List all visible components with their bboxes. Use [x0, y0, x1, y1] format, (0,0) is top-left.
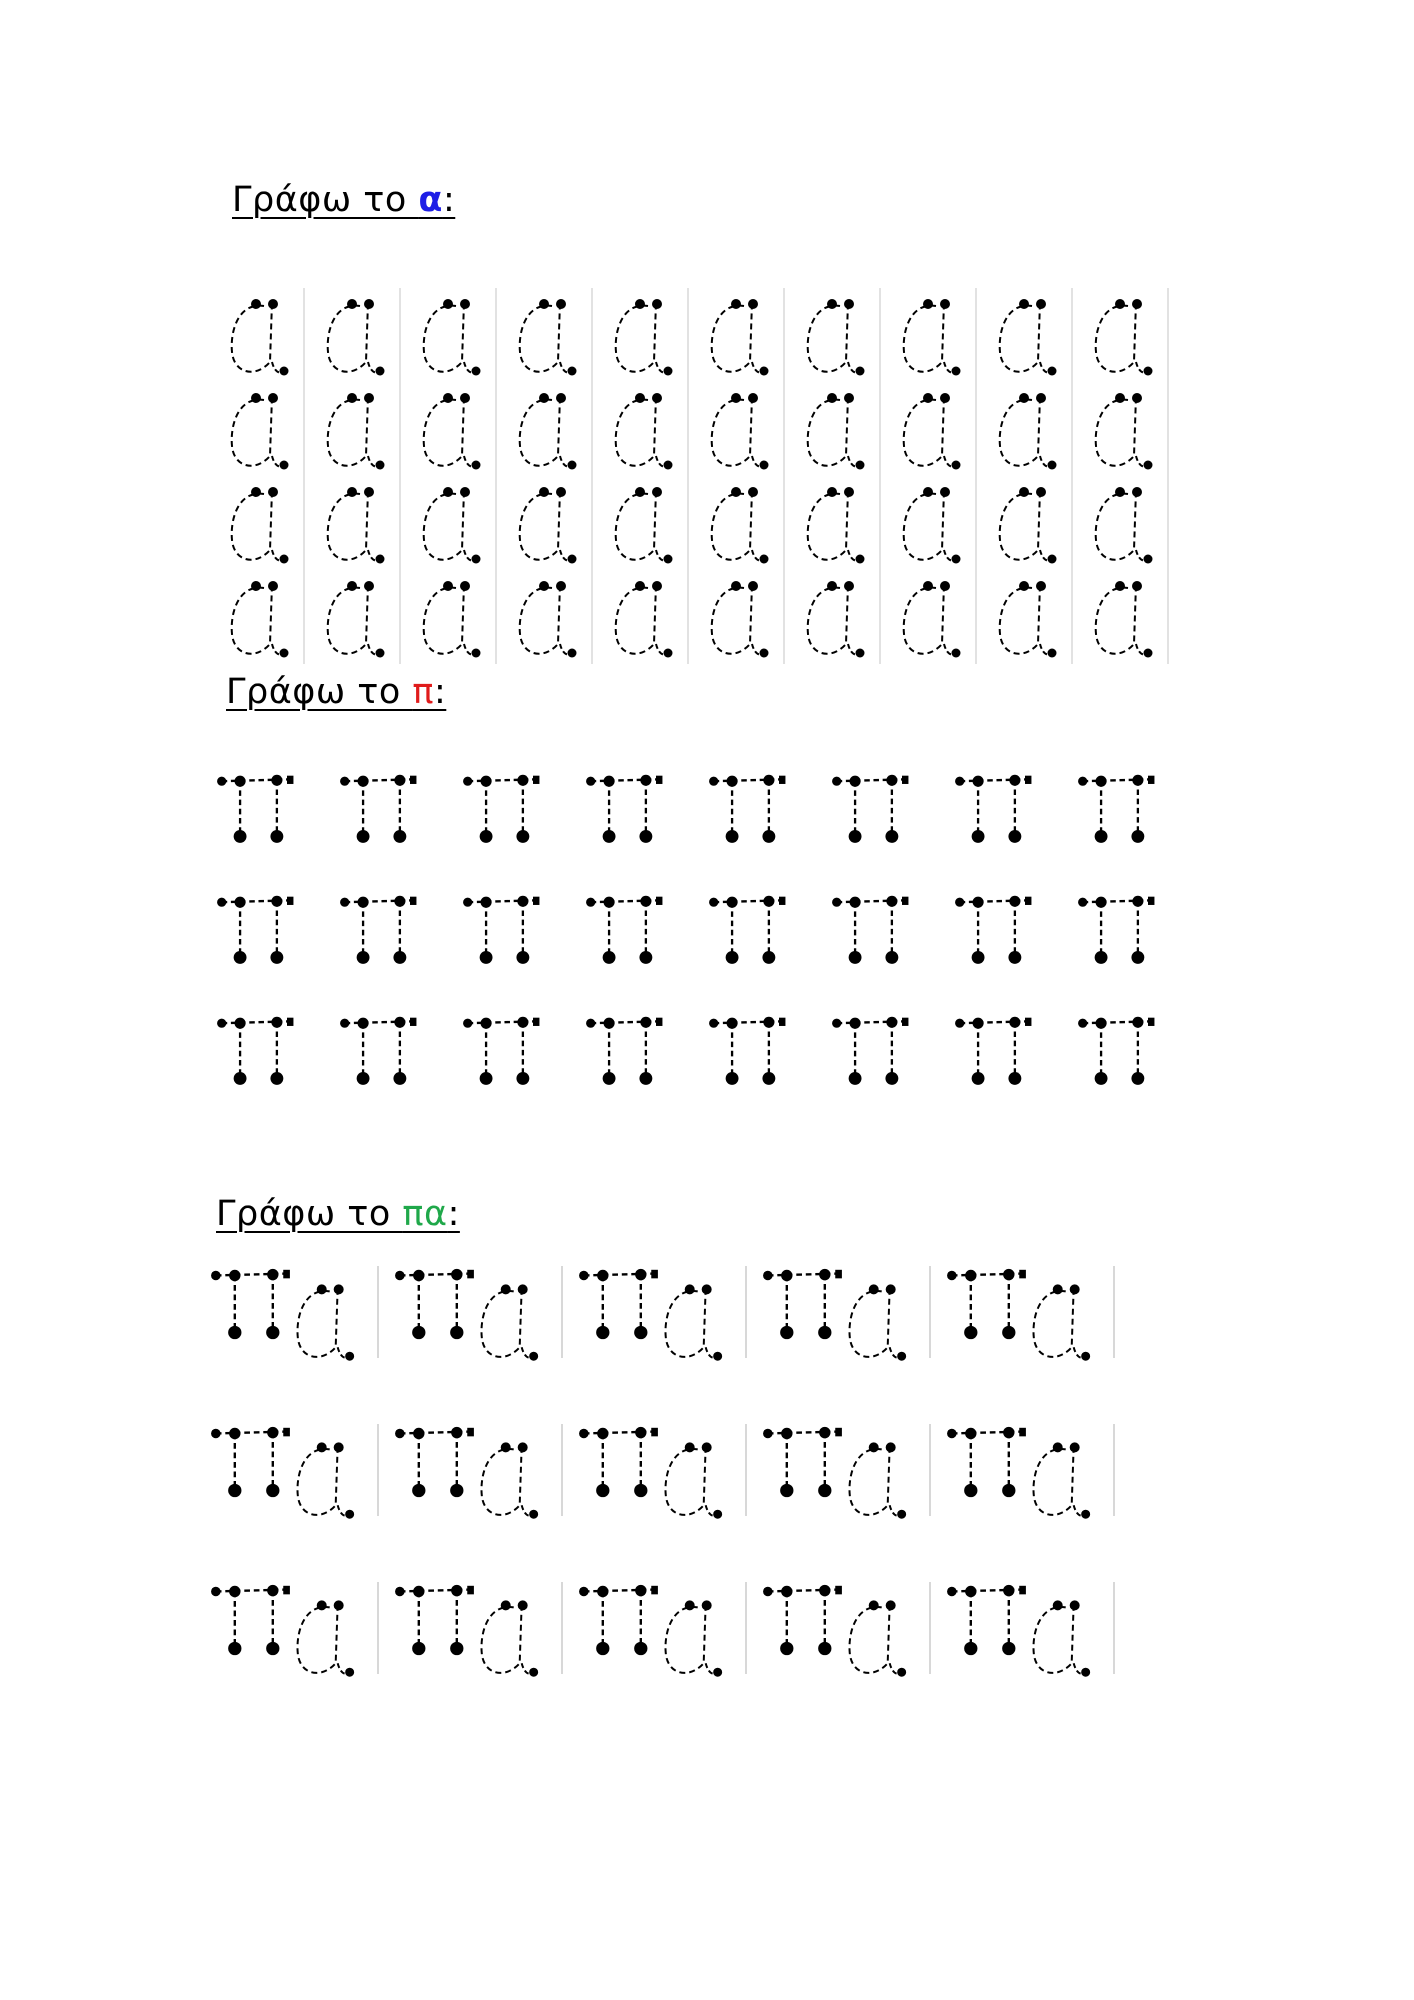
- alpha-trace-glyph: [808, 487, 865, 564]
- alpha-trace-glyph: [712, 299, 769, 376]
- pa-trace-glyph: [395, 1427, 538, 1519]
- pi-trace-glyph: [1078, 896, 1154, 964]
- pa-trace-glyph: [763, 1585, 906, 1677]
- pi-trace-glyph: [832, 1017, 908, 1085]
- pa-trace-glyph: [947, 1427, 1090, 1519]
- alpha-trace-glyph: [520, 393, 577, 470]
- pa-trace-glyph: [579, 1269, 722, 1361]
- alpha-trace-glyph: [808, 393, 865, 470]
- alpha-trace-glyph: [1096, 299, 1153, 376]
- pi-trace-glyph: [955, 1017, 1031, 1085]
- pa-trace-glyph: [211, 1585, 354, 1677]
- alpha-trace-glyph: [328, 487, 385, 564]
- pa-trace-glyph: [395, 1585, 538, 1677]
- alpha-trace-glyph: [232, 393, 289, 470]
- heading-colon: :: [442, 180, 456, 220]
- alpha-trace-glyph: [328, 393, 385, 470]
- alpha-trace-glyph: [904, 393, 961, 470]
- alpha-trace-glyph: [1096, 487, 1153, 564]
- pi-trace-glyph: [832, 896, 908, 964]
- pa-trace-glyph: [947, 1585, 1090, 1677]
- alpha-trace-glyph: [520, 487, 577, 564]
- alpha-trace-glyph: [616, 299, 673, 376]
- alpha-trace-glyph: [904, 487, 961, 564]
- pi-trace-glyph: [463, 1017, 539, 1085]
- pa-trace-glyph: [579, 1427, 722, 1519]
- alpha-trace-glyph: [328, 581, 385, 658]
- alpha-trace-glyph: [1000, 487, 1057, 564]
- heading-letter-pi: π: [412, 672, 434, 712]
- pi-trace-glyph: [709, 896, 785, 964]
- alpha-trace-glyph: [424, 299, 481, 376]
- heading-text: Γράφω το: [226, 672, 413, 712]
- pi-trace-glyph: [340, 896, 416, 964]
- pa-trace-glyph: [395, 1269, 538, 1361]
- pi-trace-glyph: [217, 896, 293, 964]
- alpha-trace-glyph: [232, 487, 289, 564]
- alpha-trace-glyph: [904, 299, 961, 376]
- alpha-trace-glyph: [424, 393, 481, 470]
- alpha-trace-glyph: [1000, 299, 1057, 376]
- heading-colon: :: [447, 1194, 460, 1234]
- pi-trace-glyph: [709, 775, 785, 843]
- alpha-trace-glyph: [520, 581, 577, 658]
- alpha-trace-glyph: [520, 299, 577, 376]
- alpha-trace-glyph: [616, 581, 673, 658]
- pi-trace-glyph: [586, 1017, 662, 1085]
- heading-text: Γράφω το: [232, 180, 419, 220]
- alpha-trace-glyph: [616, 393, 673, 470]
- pa-trace-glyph: [211, 1427, 354, 1519]
- pi-trace-glyph: [217, 1017, 293, 1085]
- pi-trace-glyph: [955, 775, 1031, 843]
- heading-colon: :: [434, 672, 447, 712]
- pi-trace-glyph: [832, 775, 908, 843]
- pi-trace-glyph: [340, 775, 416, 843]
- alpha-trace-glyph: [616, 487, 673, 564]
- pa-trace-glyph: [211, 1269, 354, 1361]
- alpha-trace-glyph: [232, 581, 289, 658]
- alpha-trace-glyph: [712, 393, 769, 470]
- pi-trace-glyph: [1078, 775, 1154, 843]
- pa-trace-glyph: [579, 1585, 722, 1677]
- alpha-trace-glyph: [712, 487, 769, 564]
- alpha-trace-glyph: [1096, 393, 1153, 470]
- pi-trace-glyph: [463, 775, 539, 843]
- heading-text: Γράφω το: [216, 1194, 403, 1234]
- pa-practice-grid: [211, 1266, 1114, 1677]
- pa-trace-glyph: [763, 1269, 906, 1361]
- pi-trace-glyph: [463, 896, 539, 964]
- pi-practice-grid: [217, 775, 1154, 1085]
- pi-trace-glyph: [586, 896, 662, 964]
- pi-trace-glyph: [955, 896, 1031, 964]
- alpha-trace-glyph: [1000, 393, 1057, 470]
- alpha-trace-glyph: [424, 581, 481, 658]
- heading-letter-alpha: α: [418, 180, 443, 220]
- alpha-trace-glyph: [328, 299, 385, 376]
- pi-trace-glyph: [217, 775, 293, 843]
- pi-trace-glyph: [586, 775, 662, 843]
- heading-letter-pa: πα: [402, 1194, 448, 1234]
- pa-trace-glyph: [763, 1427, 906, 1519]
- alpha-trace-glyph: [712, 581, 769, 658]
- alpha-trace-glyph: [808, 299, 865, 376]
- alpha-trace-glyph: [424, 487, 481, 564]
- alpha-trace-glyph: [808, 581, 865, 658]
- alpha-trace-glyph: [1096, 581, 1153, 658]
- pa-trace-glyph: [947, 1269, 1090, 1361]
- pi-trace-glyph: [1078, 1017, 1154, 1085]
- alpha-trace-glyph: [232, 299, 289, 376]
- alpha-practice-grid: [232, 288, 1168, 664]
- alpha-trace-glyph: [1000, 581, 1057, 658]
- pi-trace-glyph: [340, 1017, 416, 1085]
- pi-trace-glyph: [709, 1017, 785, 1085]
- alpha-trace-glyph: [904, 581, 961, 658]
